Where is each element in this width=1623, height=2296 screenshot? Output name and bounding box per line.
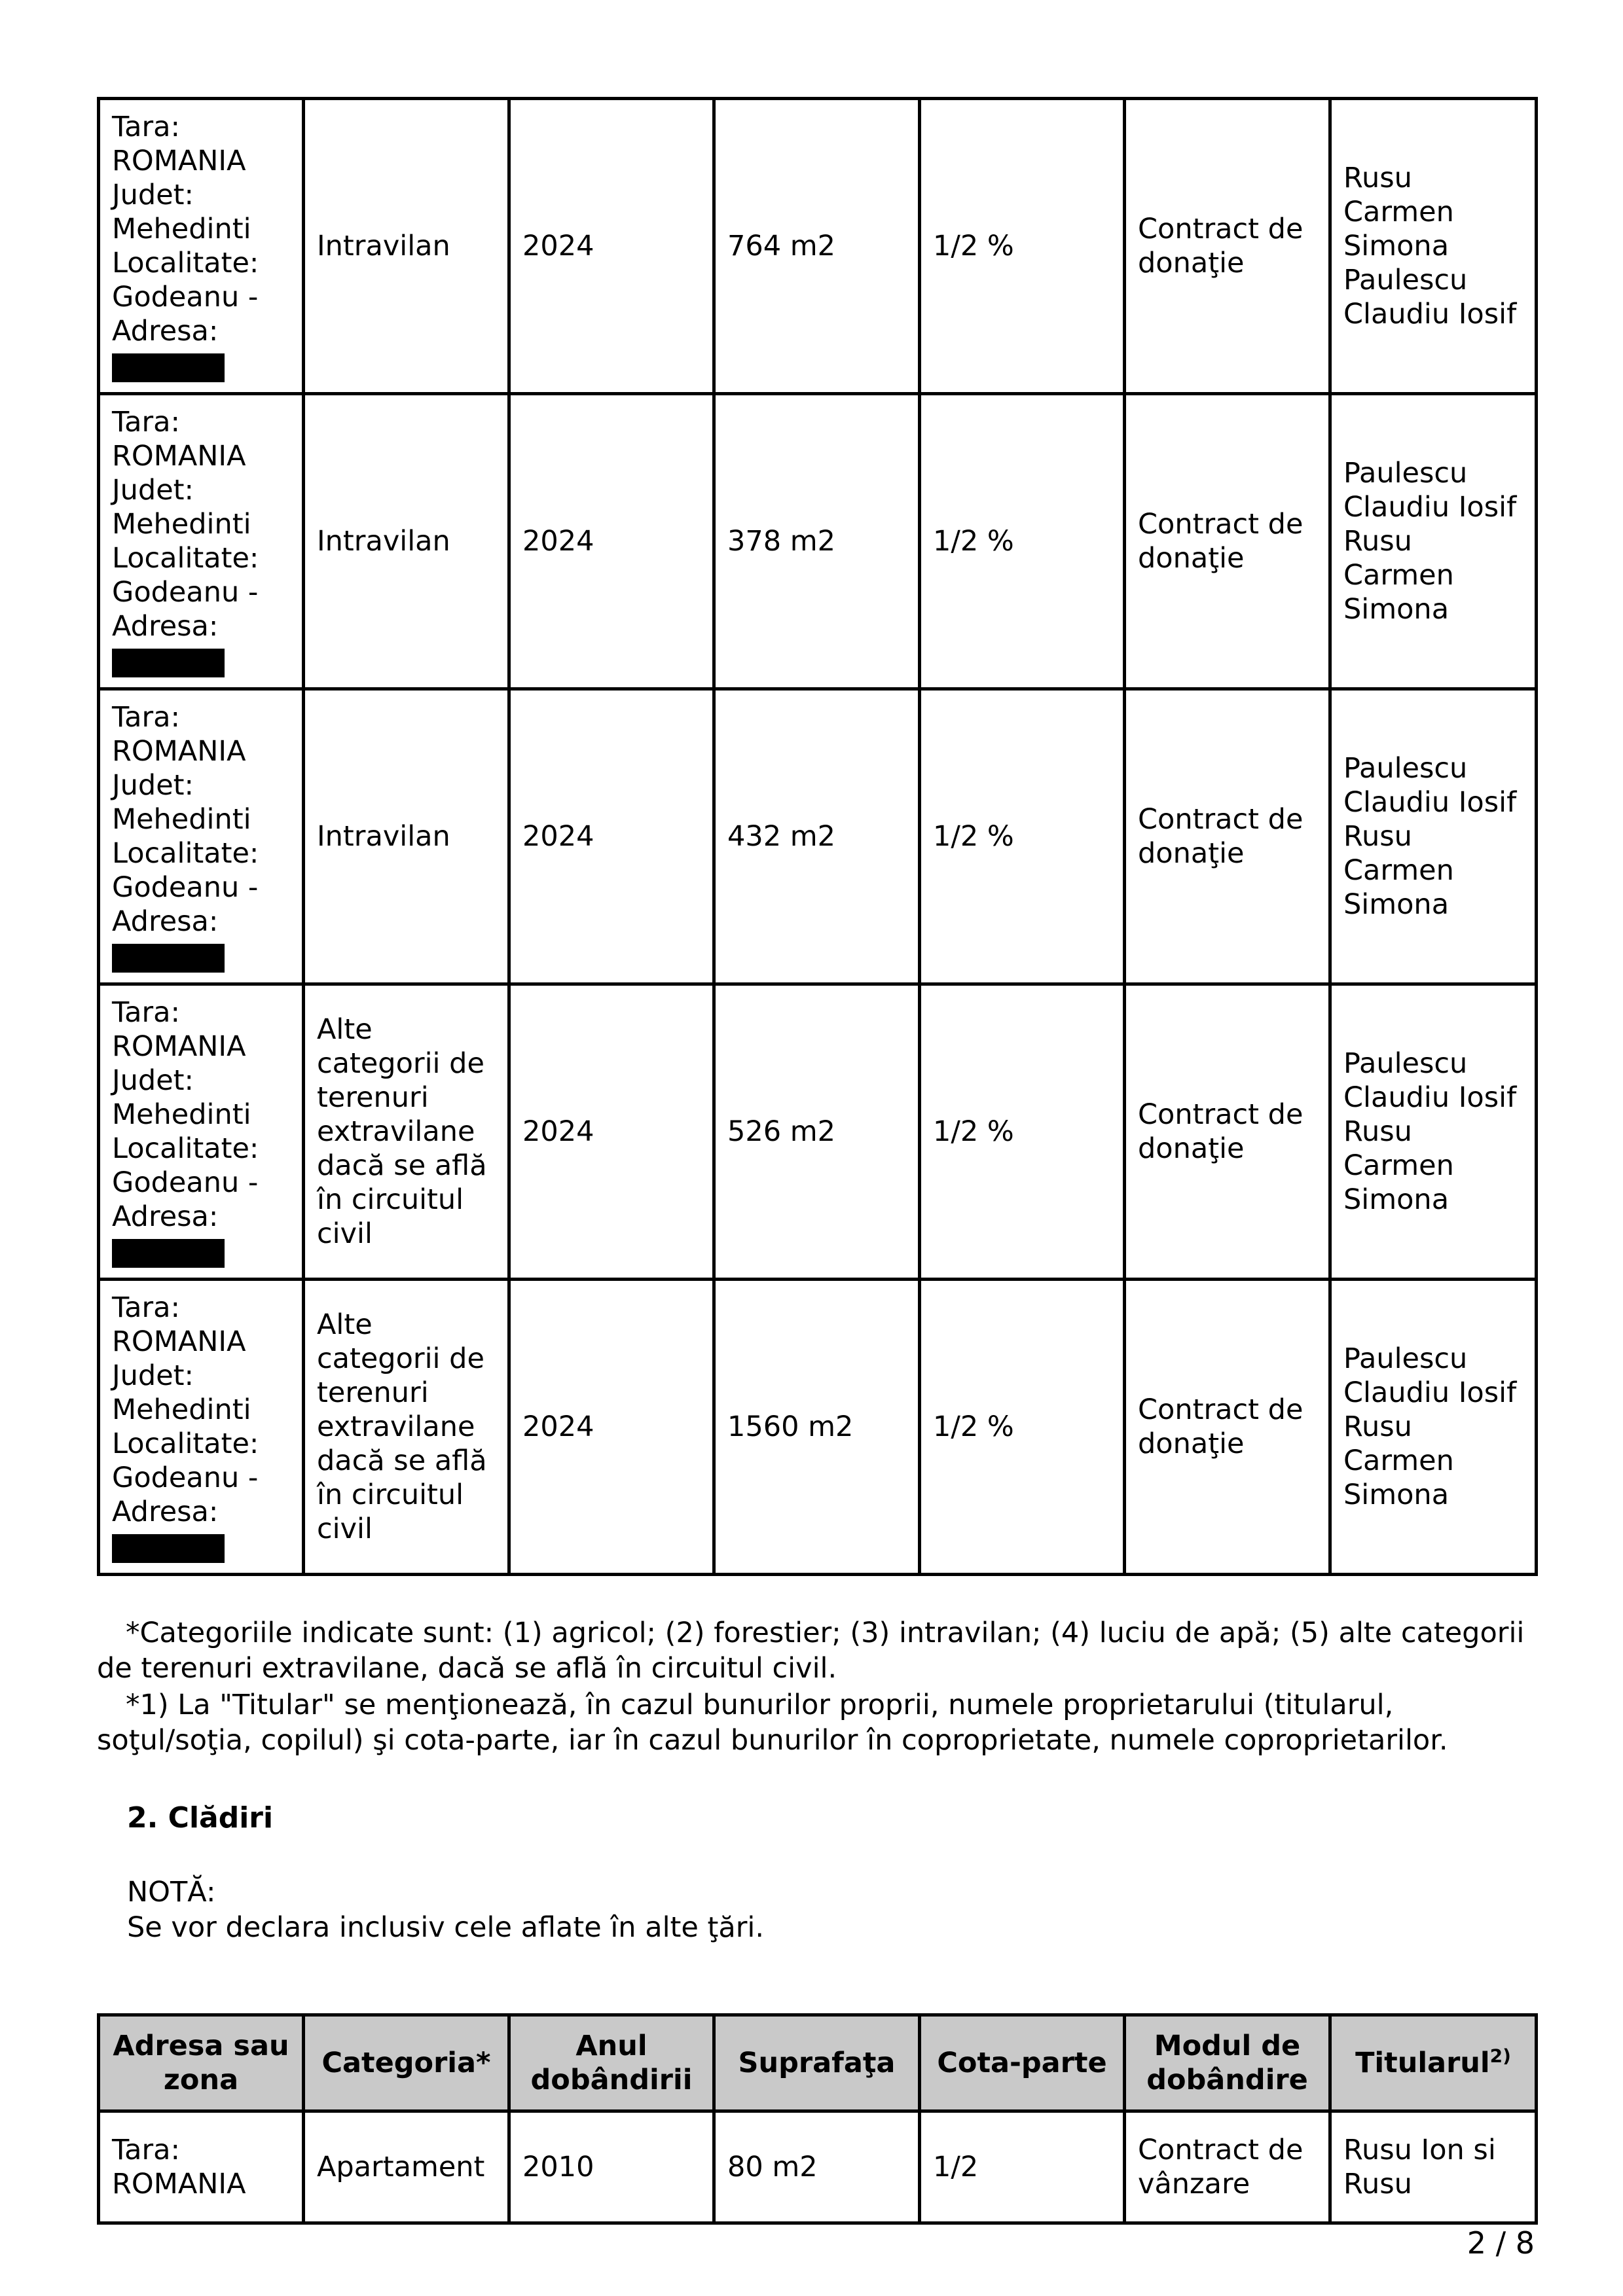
redaction-bar: [112, 1534, 225, 1563]
area-cell: 764 m2: [714, 99, 920, 394]
mode-cell: Contract de donaţie: [1125, 394, 1330, 689]
address-line: Adresa:: [112, 314, 219, 348]
address-cell: [99, 984, 304, 1280]
address-line: Localitate:: [112, 246, 259, 279]
header-share: Cota-parte: [920, 2015, 1125, 2111]
address-line: Judet:: [112, 768, 194, 802]
area-cell: 526 m2: [714, 984, 920, 1280]
address-line: Judet:: [112, 473, 194, 507]
buildings-header-row: [99, 2015, 1537, 2111]
address-line: ROMANIA: [112, 1325, 246, 1358]
share-cell: 1/2 %: [920, 689, 1125, 984]
note-text: Se vor declara inclusiv cele aflate în alte ţări.: [127, 1911, 765, 1944]
address-line: Localitate:: [112, 836, 259, 870]
category-cell: Intravilan: [304, 689, 509, 984]
mode-cell: Contract de donaţie: [1125, 689, 1330, 984]
address-line: Localitate:: [112, 1132, 259, 1165]
address-line: Localitate:: [112, 541, 259, 575]
category-cell: Alte categorii de terenuri extravilane dacă se află în circuitul civil: [304, 1280, 509, 1575]
share-cell: 1/2 %: [920, 984, 1125, 1280]
year-cell: 2024: [509, 394, 714, 689]
note-label: NOTĂ:: [127, 1876, 216, 1909]
address-line: Tara:: [112, 700, 181, 734]
redaction-bar: [112, 353, 225, 382]
address-line: Tara:: [112, 996, 181, 1029]
year-cell: 2010: [509, 2111, 714, 2223]
mode-cell: Contract de donaţie: [1125, 1280, 1330, 1575]
address-line: ROMANIA: [112, 144, 246, 177]
header-year: Anul dobândirii: [509, 2015, 714, 2111]
holder-cell: Paulescu Claudiu Iosif Rusu Carmen Simona: [1330, 984, 1537, 1280]
address-line: Tara:: [112, 110, 181, 143]
address-cell: [99, 99, 304, 394]
area-cell: 80 m2: [714, 2111, 920, 2223]
mode-cell: Contract de vânzare: [1125, 2111, 1330, 2223]
address-cell: [99, 394, 304, 689]
table-row: [99, 2111, 1537, 2223]
buildings-table: [97, 2013, 1538, 2225]
holder-cell: Paulescu Claudiu Iosif Rusu Carmen Simona: [1330, 689, 1537, 984]
address-line: Judet:: [112, 1359, 194, 1392]
header-category: Categoria*: [304, 2015, 509, 2111]
holder-cell: Paulescu Claudiu Iosif Rusu Carmen Simona: [1330, 1280, 1537, 1575]
section-title: 2. Clădiri: [127, 1801, 274, 1835]
address-cell: [99, 2111, 304, 2223]
address-line: Adresa:: [112, 905, 219, 938]
address-line: Godeanu -: [112, 870, 259, 904]
land-table: [97, 97, 1538, 1576]
address-line: Mehedinti: [112, 1098, 251, 1131]
header-address: Adresa sau zona: [99, 2015, 304, 2111]
category-cell: Intravilan: [304, 394, 509, 689]
footnote-categories: *Categoriile indicate sunt: (1) agricol; (2) forestier; (3) intravilan; (4) luciu de apă; (5) alte categorii de terenuri extravilane, dacă se află în circuitul civil.: [97, 1617, 1525, 1685]
address-cell: [99, 1280, 304, 1575]
address-line: Godeanu -: [112, 280, 259, 314]
year-cell: 2024: [509, 99, 714, 394]
redaction-bar: [112, 649, 225, 677]
category-cell: Intravilan: [304, 99, 509, 394]
address-line: Judet:: [112, 1064, 194, 1097]
address-line: Adresa:: [112, 609, 219, 643]
address-line: ROMANIA: [112, 439, 246, 473]
holder-cell: Paulescu Claudiu Iosif Rusu Carmen Simona: [1330, 394, 1537, 689]
footnotes: [97, 1615, 1535, 1759]
share-cell: 1/2 %: [920, 99, 1125, 394]
category-cell: Alte categorii de terenuri extravilane dacă se află în circuitul civil: [304, 984, 509, 1280]
area-cell: 1560 m2: [714, 1280, 920, 1575]
header-holder-label: Titularul: [1355, 2047, 1490, 2079]
page-number: 2 / 8: [1467, 2225, 1535, 2261]
holder-cell: Rusu Ion si Rusu: [1330, 2111, 1537, 2223]
table-row: [99, 99, 1537, 394]
header-holder: [1330, 2015, 1537, 2111]
address-line: Godeanu -: [112, 575, 259, 609]
footnote-titular: *1) La "Titular" se menţionează, în cazul bunurilor proprii, numele proprietarului (titularul, soţul/soţia, copilul) şi cota-parte, iar în cazul bunurilor în coproprietate, numele coproprietarilor.: [97, 1689, 1448, 1757]
address-line: ROMANIA: [112, 734, 246, 768]
header-area: Suprafaţa: [714, 2015, 920, 2111]
redaction-bar: [112, 1239, 225, 1268]
address-line: Adresa:: [112, 1200, 219, 1233]
holder-cell: Rusu Carmen Simona Paulescu Claudiu Iosif: [1330, 99, 1537, 394]
year-cell: 2024: [509, 689, 714, 984]
area-cell: 378 m2: [714, 394, 920, 689]
redaction-bar: [112, 944, 225, 973]
table-row: [99, 689, 1537, 984]
area-cell: 432 m2: [714, 689, 920, 984]
address-line: Mehedinti: [112, 212, 251, 245]
table-row: [99, 1280, 1537, 1575]
share-cell: 1/2 %: [920, 394, 1125, 689]
share-cell: 1/2 %: [920, 1280, 1125, 1575]
address-line: Mehedinti: [112, 507, 251, 541]
address-line: Godeanu -: [112, 1461, 259, 1494]
year-cell: 2024: [509, 1280, 714, 1575]
address-line: Judet:: [112, 178, 194, 211]
address-line: Tara:: [112, 2134, 181, 2166]
header-mode: Modul de dobândire: [1125, 2015, 1330, 2111]
mode-cell: Contract de donaţie: [1125, 984, 1330, 1280]
address-line: Adresa:: [112, 1495, 219, 1528]
mode-cell: Contract de donaţie: [1125, 99, 1330, 394]
address-line: Mehedinti: [112, 802, 251, 836]
category-cell: Apartament: [304, 2111, 509, 2223]
header-holder-sup: 2): [1489, 2045, 1511, 2067]
table-row: [99, 984, 1537, 1280]
address-cell: [99, 689, 304, 984]
share-cell: 1/2: [920, 2111, 1125, 2223]
address-line: Mehedinti: [112, 1393, 251, 1426]
address-line: ROMANIA: [112, 1030, 246, 1063]
address-line: Tara:: [112, 1291, 181, 1324]
year-cell: 2024: [509, 984, 714, 1280]
address-line: Tara:: [112, 405, 181, 439]
address-line: Localitate:: [112, 1427, 259, 1460]
address-line: ROMANIA: [112, 2168, 246, 2200]
table-row: [99, 394, 1537, 689]
address-line: Godeanu -: [112, 1166, 259, 1199]
